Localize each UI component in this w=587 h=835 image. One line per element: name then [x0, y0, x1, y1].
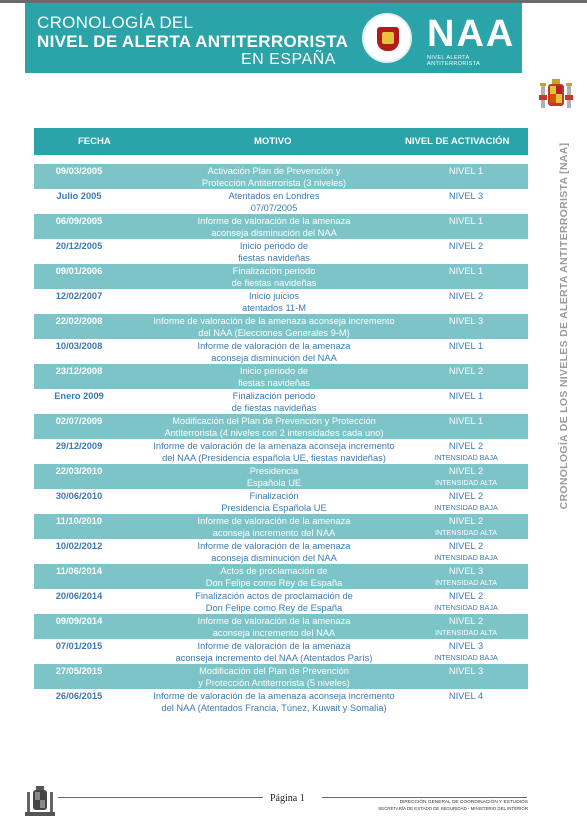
table-row: [34, 589, 528, 614]
table-row: [34, 689, 528, 714]
row-motive-line1: Atentados en Londres: [228, 191, 320, 201]
row-intensity: INTENSIDAD ALTA: [434, 527, 498, 537]
row-motive: [144, 541, 404, 564]
table-row: [34, 214, 528, 239]
table-row: [34, 364, 528, 389]
row-level: [404, 566, 528, 588]
ministry-emblem-icon: [362, 13, 412, 63]
row-date: 29/12/2009: [55, 441, 103, 451]
row-motive: [144, 291, 404, 314]
row-motive-line1: Informe de valoración de la amenaza aconseja incremento: [153, 441, 395, 451]
row-level-value: NIVEL 3: [448, 316, 484, 326]
table-row: [34, 464, 528, 489]
footer-rule-left: [58, 797, 263, 798]
row-motive-line1: Finalización: [249, 491, 299, 501]
row-level-value: NIVEL 3: [448, 566, 484, 576]
table-row: [34, 189, 528, 214]
row-motive: [144, 466, 404, 489]
row-intensity: INTENSIDAD BAJA: [434, 502, 498, 512]
row-date: 22/03/2010: [55, 466, 103, 476]
table-row: [34, 239, 528, 264]
row-level: [404, 341, 528, 353]
row-motive-line1: Informe de valoración de la amenaza: [197, 516, 351, 526]
row-motive-line2: del NAA (Presidencia española UE, fiestas navideñas): [162, 452, 386, 463]
row-intensity: INTENSIDAD BAJA: [434, 652, 498, 662]
table-row: [34, 314, 528, 339]
row-motive: [144, 691, 404, 714]
table-header: [34, 128, 528, 155]
row-level-value: NIVEL 2: [448, 441, 484, 451]
row-motive-line1: Inicio juicios: [248, 291, 300, 301]
row-motive-line2: Protección Antiterrorista (3 niveles): [201, 177, 347, 188]
row-level: [404, 191, 528, 203]
row-motive-line2: aconseja incremento del NAA: [212, 627, 336, 638]
page-number: Página 1: [270, 793, 305, 804]
row-level: [404, 366, 528, 378]
row-date: 23/12/2008: [55, 366, 103, 376]
row-date: 07/01/2015: [55, 641, 103, 651]
row-intensity: INTENSIDAD ALTA: [434, 577, 498, 587]
row-date: 09/09/2014: [55, 616, 103, 626]
row-level: [404, 516, 528, 538]
row-date: 27/05/2015: [55, 666, 103, 676]
row-motive: [144, 191, 404, 214]
row-level-value: NIVEL 1: [448, 341, 484, 351]
table-row: [34, 289, 528, 314]
row-date: 09/03/2005: [55, 166, 103, 176]
row-level-value: NIVEL 2: [448, 591, 484, 601]
row-intensity: INTENSIDAD ALTA: [434, 627, 498, 637]
row-motive: [144, 441, 404, 464]
row-level-value: NIVEL 2: [448, 616, 484, 626]
row-level: [404, 266, 528, 278]
row-motive-line2: aconseja disminución del NAA: [211, 352, 337, 363]
table-row: [34, 439, 528, 464]
row-motive: [144, 216, 404, 239]
row-level: [404, 691, 528, 703]
table-row: [34, 539, 528, 564]
row-level-value: NIVEL 3: [448, 641, 484, 651]
row-motive-line2: fiestas navideñas: [238, 252, 310, 263]
row-level-value: NIVEL 1: [448, 266, 484, 276]
row-motive-line1: Inicio periodo de: [239, 241, 309, 251]
row-motive: [144, 391, 404, 414]
table-body: [34, 164, 528, 714]
table-row: [34, 164, 528, 189]
row-motive-line1: Informe de valoración de la amenaza: [197, 341, 351, 351]
row-motive: [144, 266, 404, 289]
row-motive: [144, 566, 404, 589]
row-date: 20/06/2014: [55, 591, 103, 601]
row-level-value: NIVEL 1: [448, 216, 484, 226]
row-intensity: INTENSIDAD BAJA: [434, 602, 498, 612]
row-intensity: INTENSIDAD BAJA: [434, 552, 498, 562]
row-level: [404, 541, 528, 563]
row-motive-line1: Informe de valoración de la amenaza: [197, 541, 351, 551]
row-motive-line2: del NAA (Atentados Francia, Túnez, Kuwait y Somalia): [161, 702, 387, 713]
row-motive-line2: aconseja disminución del NAA: [211, 227, 337, 238]
row-motive: [144, 641, 404, 664]
row-motive-line2: fiestas navideñas: [238, 377, 310, 388]
row-date: Enero 2009: [54, 391, 104, 401]
row-motive-line2: Española UE: [246, 477, 302, 488]
row-date: 09/01/2006: [55, 266, 103, 276]
row-level-value: NIVEL 2: [448, 241, 484, 251]
row-level: [404, 616, 528, 638]
row-date: 11/06/2014: [55, 566, 103, 576]
table-row: [34, 514, 528, 539]
table-row: [34, 489, 528, 514]
row-level: [404, 291, 528, 303]
row-level: [404, 241, 528, 253]
row-motive-line1: Presidencia: [249, 466, 299, 476]
row-level-value: NIVEL 2: [448, 291, 484, 301]
row-date: 06/09/2005: [55, 216, 103, 226]
row-level-value: NIVEL 2: [448, 466, 484, 476]
table-row: [34, 639, 528, 664]
naa-logo-subtitle: NIVEL ALERTA ANTITERRORISTA: [427, 55, 481, 67]
row-motive-line2: aconseja incremento del NAA: [212, 527, 336, 538]
row-level-value: NIVEL 2: [448, 491, 484, 501]
footer-org-line1: DIRECCIÓN GENERAL DE COORDINACIÓN Y ESTUDIOS: [399, 800, 528, 805]
table-row: [34, 664, 528, 689]
row-motive-line1: Informe de valoración de la amenaza: [197, 641, 351, 651]
table-row: [34, 564, 528, 589]
row-motive: [144, 666, 404, 689]
header-fecha: FECHA: [78, 136, 111, 147]
table-row: [34, 614, 528, 639]
row-level-value: NIVEL 4: [448, 691, 484, 701]
naa-logo: NAA: [427, 13, 516, 55]
row-motive-line1: Informe de valoración de la amenaza: [197, 216, 351, 226]
row-level-value: NIVEL 2: [448, 541, 484, 551]
row-motive-line1: Modificación del Plan de Prevención: [199, 666, 349, 676]
row-level: [404, 466, 528, 488]
row-motive-line1: Inicio periodo de: [239, 366, 309, 376]
row-motive-line2: 07/07/2005: [250, 202, 298, 213]
row-motive: [144, 516, 404, 539]
footer-coat-of-arms-icon: [25, 785, 55, 817]
row-level: [404, 216, 528, 228]
table-row: [34, 339, 528, 364]
row-motive-line1: Finalización actos de proclamación de: [195, 591, 353, 601]
row-motive-line1: Informe de valoración de la amenaza: [197, 616, 351, 626]
row-motive-line1: Finalización periodo: [232, 391, 316, 401]
row-motive-line2: de fiestas navideñas: [231, 402, 317, 413]
row-motive: [144, 591, 404, 614]
header-motivo: MOTIVO: [254, 136, 292, 147]
row-date: 26/06/2015: [55, 691, 103, 701]
row-level: [404, 416, 528, 428]
header-nivel: NIVEL DE ACTIVACIÓN: [405, 136, 510, 147]
header-title-line3: EN ESPAÑA: [241, 51, 336, 68]
row-date: 11/10/2010: [55, 516, 103, 526]
row-level: [404, 666, 528, 678]
row-motive: [144, 616, 404, 639]
row-motive: [144, 491, 404, 514]
row-level-value: NIVEL 1: [448, 416, 484, 426]
footer-rule-right: [322, 797, 527, 798]
side-document-title: CRONOLOGÍA DE LOS NIVELES DE ALERTA ANTITERRORISTA [NAA]: [558, 142, 570, 510]
row-motive-line2: Antiterrorista (4 niveles con 2 intensidades cada uno): [164, 427, 384, 438]
row-motive-line2: de fiestas navideñas: [231, 277, 317, 288]
row-motive-line1: Modificación del Plan de Prevención y Protección: [172, 416, 376, 426]
footer-org-line2: SECRETARÍA DE ESTADO DE SEGURIDAD - MINISTERIO DEL INTERIOR: [378, 806, 528, 811]
row-level: [404, 491, 528, 513]
row-motive: [144, 316, 404, 339]
header-title-line2: NIVEL DE ALERTA ANTITERRORISTA: [37, 32, 349, 51]
row-date: 20/12/2005: [55, 241, 103, 251]
row-motive-line2: Don Felipe como Rey de España: [205, 577, 343, 588]
row-level-value: NIVEL 2: [448, 366, 484, 376]
row-level-value: NIVEL 1: [448, 391, 484, 401]
row-motive-line1: Finalización periodo: [232, 266, 316, 276]
row-motive-line2: del NAA (Elecciones Generales 9-M): [198, 327, 350, 338]
row-motive-line2: Presidencia Española UE: [221, 502, 327, 513]
row-motive-line2: aconseja incremento del NAA (Atentados París): [175, 652, 373, 663]
row-motive: [144, 241, 404, 264]
row-date: 10/03/2008: [55, 341, 103, 351]
table-row: [34, 264, 528, 289]
row-motive: [144, 416, 404, 439]
row-level-value: NIVEL 1: [448, 166, 484, 176]
row-level: [404, 441, 528, 463]
row-level-value: NIVEL 3: [448, 666, 484, 676]
row-motive-line1: Actos de proclamación de: [220, 566, 328, 576]
row-level-value: NIVEL 2: [448, 516, 484, 526]
row-motive-line2: Don Felipe como Rey de España: [205, 602, 343, 613]
row-motive-line1: Informe de valoración de la amenaza aconseja incremento: [153, 316, 395, 326]
row-level: [404, 641, 528, 663]
table-row: [34, 414, 528, 439]
row-motive-line1: Activación Plan de Prevención y: [207, 166, 341, 176]
row-motive-line2: y Protección Antiterrorista (5 niveles): [198, 677, 350, 688]
row-motive: [144, 341, 404, 364]
row-level: [404, 166, 528, 178]
row-level-value: NIVEL 3: [448, 191, 484, 201]
table-row: [34, 389, 528, 414]
row-date: 10/02/2012: [55, 541, 103, 551]
row-date: 22/02/2008: [55, 316, 103, 326]
row-motive-line2: atentados 11-M: [242, 302, 306, 313]
chronology-table: [34, 128, 528, 714]
row-level: [404, 591, 528, 613]
row-level: [404, 316, 528, 328]
document-header: [25, 3, 522, 73]
row-level: [404, 391, 528, 403]
row-motive-line1: Informe de valoración de la amenaza aconseja incremento: [153, 691, 395, 701]
row-date: 12/02/2007: [55, 291, 103, 301]
row-date: 30/06/2010: [55, 491, 103, 501]
row-date: Julio 2005: [56, 191, 102, 201]
row-motive: [144, 166, 404, 189]
row-date: 02/07/2009: [55, 416, 103, 426]
row-intensity: INTENSIDAD BAJA: [434, 452, 498, 462]
header-title-line1: CRONOLOGÍA DEL: [37, 13, 194, 32]
row-motive-line2: aconseja disminución del NAA: [211, 552, 337, 563]
row-intensity: INTENSIDAD ALTA: [434, 477, 498, 487]
row-motive: [144, 366, 404, 389]
